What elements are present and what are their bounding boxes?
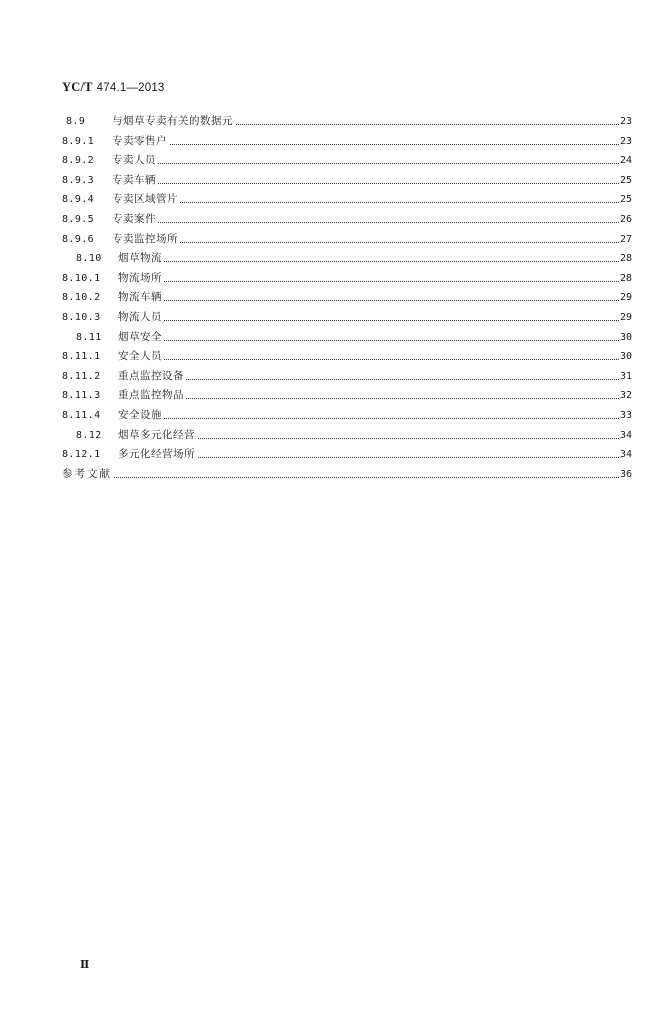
toc-entry-page: 30 bbox=[620, 347, 663, 366]
toc-entry[interactable] bbox=[0, 445, 663, 464]
toc-entry-number: 8.11.1 bbox=[62, 351, 101, 363]
toc-entry[interactable] bbox=[0, 288, 663, 307]
toc-entry-number: 8.9.3 bbox=[62, 174, 95, 186]
toc-entry-title: 物流场所 bbox=[118, 269, 164, 288]
toc-entry-number: 8.9.5 bbox=[62, 214, 95, 225]
toc-entry[interactable] bbox=[0, 171, 663, 190]
toc-entry-number: 8.10 bbox=[76, 253, 102, 265]
toc-entry-page: 25 bbox=[620, 190, 663, 209]
toc-entry-number: 8.11 bbox=[76, 331, 102, 343]
toc-entry[interactable] bbox=[0, 230, 663, 249]
toc-entry[interactable] bbox=[0, 210, 663, 229]
toc-entry[interactable] bbox=[0, 190, 663, 209]
toc-entry-title: 专卖区域管片 bbox=[112, 190, 180, 209]
toc-entry-page: 28 bbox=[620, 249, 663, 268]
toc-entry-number: 8.9 bbox=[66, 116, 86, 127]
toc-entry[interactable] bbox=[0, 151, 663, 170]
toc-leader-dots bbox=[120, 183, 623, 184]
toc-entry-number: 8.9.2 bbox=[62, 155, 95, 167]
toc-entry[interactable] bbox=[0, 465, 663, 484]
toc-entry-title: 与烟草专卖有关的数据元 bbox=[112, 112, 235, 131]
toc-leader-dots bbox=[126, 340, 623, 341]
toc-entry-title: 参考文献 bbox=[62, 465, 114, 484]
toc-entry-number: 8.12 bbox=[76, 429, 102, 441]
toc-entry-title: 专卖车辆 bbox=[112, 171, 158, 190]
page-number: Ⅱ bbox=[80, 959, 90, 971]
toc-entry-page: 31 bbox=[620, 367, 663, 386]
toc-leader-dots bbox=[126, 320, 623, 321]
toc-entry-title: 专卖监控场所 bbox=[112, 230, 180, 249]
toc-entry-number: 8.11.2 bbox=[62, 370, 101, 382]
toc-entry[interactable] bbox=[0, 328, 663, 347]
standard-code-number: 474.1—2013 bbox=[96, 82, 165, 94]
toc-entry[interactable] bbox=[0, 269, 663, 288]
toc-leader-dots bbox=[120, 144, 623, 145]
toc-entry-number: 8.10.3 bbox=[62, 312, 101, 323]
toc-entry[interactable] bbox=[0, 426, 663, 445]
toc-entry-page: 36 bbox=[620, 465, 663, 484]
toc-entry-title: 重点监控物品 bbox=[118, 386, 186, 405]
toc-entry-number: 8.9.6 bbox=[62, 233, 95, 245]
toc-entry-title: 专卖人员 bbox=[112, 151, 158, 170]
toc-leader-dots bbox=[120, 242, 623, 243]
toc-entry[interactable] bbox=[0, 386, 663, 405]
toc-leader-dots bbox=[126, 457, 623, 458]
toc-leader-dots bbox=[126, 281, 623, 282]
toc-entry[interactable] bbox=[0, 132, 663, 151]
toc-entry-number: 8.9.1 bbox=[62, 135, 95, 147]
toc-entry-page: 33 bbox=[620, 406, 663, 425]
toc-entry-number: 8.10.2 bbox=[62, 292, 101, 304]
toc-entry-title: 重点监控设备 bbox=[118, 367, 186, 386]
toc-entry-title: 专卖零售户 bbox=[112, 132, 169, 151]
toc-leader-dots bbox=[126, 300, 623, 301]
toc-entry-title: 物流人员 bbox=[118, 308, 164, 327]
toc-leader-dots bbox=[120, 222, 623, 223]
toc-entry-page: 32 bbox=[620, 386, 663, 405]
toc-entry-page: 23 bbox=[620, 132, 663, 151]
toc-leader-dots bbox=[126, 418, 623, 419]
toc-entry-title: 烟草安全 bbox=[118, 328, 164, 347]
toc-entry-number: 8.11.3 bbox=[62, 390, 101, 402]
toc-entry-number: 8.11.4 bbox=[62, 410, 101, 421]
toc-entry[interactable] bbox=[0, 112, 663, 131]
toc-leader-dots bbox=[126, 261, 623, 262]
toc-entry-page: 28 bbox=[620, 269, 663, 288]
toc-entry-page: 23 bbox=[620, 112, 663, 131]
toc-entry-page: 34 bbox=[620, 426, 663, 445]
toc-entry-page: 34 bbox=[620, 445, 663, 464]
toc-entry[interactable] bbox=[0, 367, 663, 386]
toc-entry-title: 烟草物流 bbox=[118, 249, 164, 268]
toc-entry[interactable] bbox=[0, 249, 663, 268]
toc-entry-title: 多元化经营场所 bbox=[118, 445, 197, 464]
toc-leader-dots bbox=[126, 359, 623, 360]
toc-entry[interactable] bbox=[0, 308, 663, 327]
toc-entry[interactable] bbox=[0, 406, 663, 425]
standard-code-prefix: YC/T bbox=[62, 80, 93, 94]
toc-entry-title: 专卖案件 bbox=[112, 210, 158, 229]
toc-entry-page: 27 bbox=[620, 230, 663, 249]
toc-leader-dots bbox=[126, 398, 623, 399]
toc-entry-number: 8.10.1 bbox=[62, 272, 101, 284]
toc-entry-title: 安全人员 bbox=[118, 347, 164, 366]
document-header bbox=[62, 80, 165, 95]
toc-entry-number: 8.9.4 bbox=[62, 194, 95, 206]
toc-entry[interactable] bbox=[0, 347, 663, 366]
toc-entry-title: 安全设施 bbox=[118, 406, 164, 425]
toc-entry-page: 25 bbox=[620, 171, 663, 190]
toc-entry-page: 29 bbox=[620, 288, 663, 307]
toc-leader-dots bbox=[70, 477, 623, 478]
toc-entry-title: 烟草多元化经营 bbox=[118, 426, 197, 445]
toc-leader-dots bbox=[126, 438, 623, 439]
toc-entry-page: 24 bbox=[620, 151, 663, 170]
toc-leader-dots bbox=[120, 163, 623, 164]
toc-leader-dots bbox=[120, 202, 623, 203]
toc-entry-number: 8.12.1 bbox=[62, 449, 101, 461]
toc-entry-title: 物流车辆 bbox=[118, 288, 164, 307]
toc-leader-dots bbox=[126, 379, 623, 380]
toc-entry-page: 29 bbox=[620, 308, 663, 327]
toc-entry-page: 26 bbox=[620, 210, 663, 229]
toc-entry-page: 30 bbox=[620, 328, 663, 347]
